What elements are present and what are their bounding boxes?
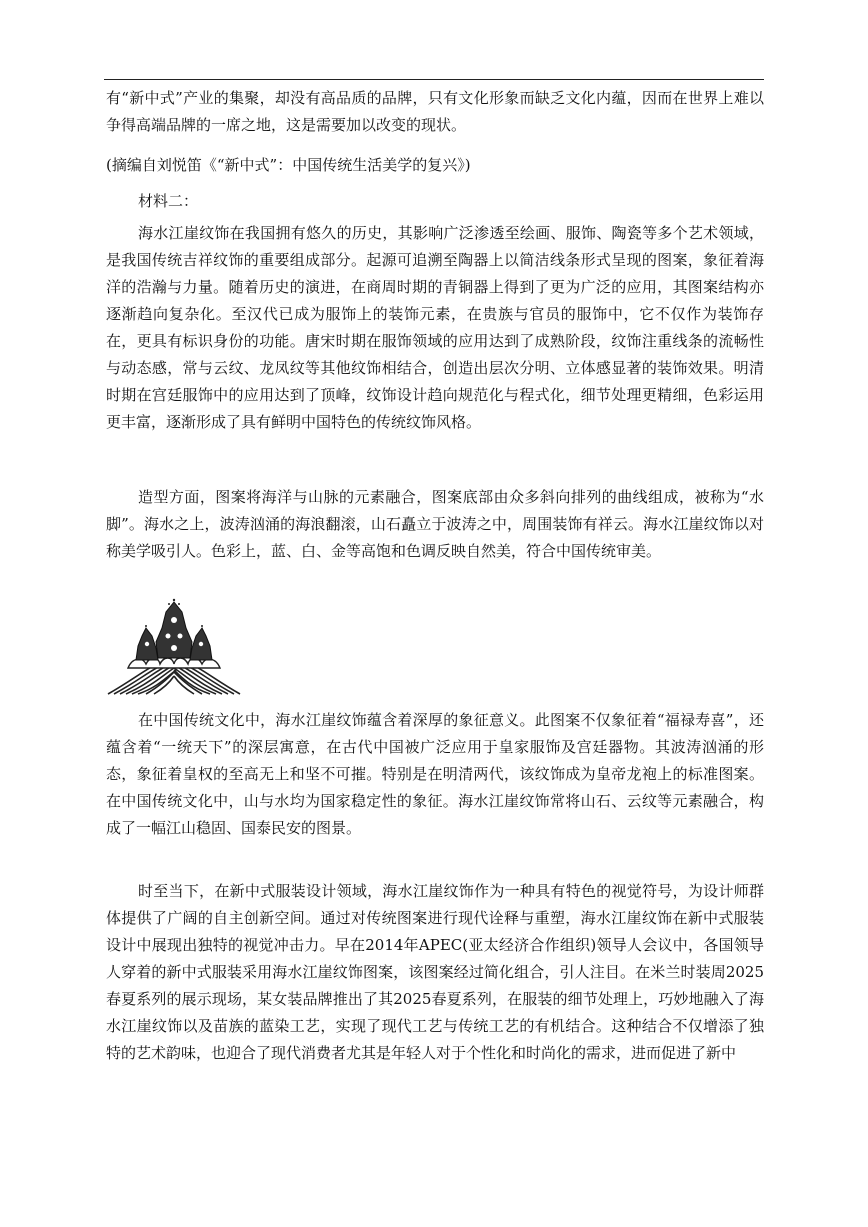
section-label: 材料二： [138,192,199,210]
paragraph-form: 造型方面，图案将海洋与山脉的元素融合，图案底部由众多斜向排列的曲线组成，被称为“水脚”。海水之上，波涛汹涌的海浪翻滚，山石矗立于波涛之中，周围装饰有祥云。海水江崖纹饰以对称美学吸引人。色彩上，蓝、白、金等高饱和色调反映自然美，符合中国传统审美。 [106,488,764,560]
paragraph-modern-design: 时至当下，在新中式服装设计领域，海水江崖纹饰作为一种具有特色的视觉符号，为设计师群体提供了广阔的自主创新空间。通过对传统图案进行现代诠释与重塑，海水江崖纹饰在新中式服装设计中展现出独特的视觉冲击力。早在2014年APEC(亚太经济合作组织)领导人会议中，各国领导人穿着的新中式服装采用海水江崖纹饰图案，该图案经过简化组合，引人注目。在米兰时装周2025春夏系列的展示现场，某女装品牌推出了其2025春夏系列，在服装的细节处理上，巧妙地融入了海水江崖纹饰以及苗族的蓝染工艺，实现了现代工艺与传统工艺的有机结合。这种结合不仅增添了独特的艺术韵味，也迎合了现代消费者尤其是年轻人对于个性化和时尚化的需求，进而促进了新中 [106,882,764,1062]
paragraph-symbolism: 在中国传统文化中，海水江崖纹饰蕴含着深厚的象征意义。此图案不仅象征着“福禄寿喜”，还蕴含着“一统天下”的深层寓意，在古代中国被广泛应用于皇家服饰及宫廷器物。其波涛汹涌的形态，象征着皇权的至高无上和坚不可摧。特别是在明清两代，该纹饰成为皇帝龙袍上的标准图案。在中国传统文化中，山与水均为国家稳定性的象征。海水江崖纹饰常将山石、云纹等元素融合，构成了一幅江山稳固、国泰民安的图景。 [106,711,764,837]
paragraph-history: 海水江崖纹饰在我国拥有悠久的历史，其影响广泛渗透至绘画、服饰、陶瓷等多个艺术领域，是我国传统吉祥纹饰的重要组成部分。起源可追溯至陶器上以简洁线条形式呈现的图案，象征着海洋的浩瀚与力量。随着历史的演进，在商周时期的青铜器上得到了更为广泛的应用，其图案结构亦逐渐趋向复杂化。至汉代已成为服饰上的装饰元素，在贵族与官员的服饰中，它不仅作为装饰存在，更具有标识身份的功能。唐宋时期在服饰领域的应用达到了成熟阶段，纹饰注重线条的流畅性与动态感，常与云纹、龙凤纹等其他纹饰相结合，创造出层次分明、立体感显著的装饰效果。明清时期在宫廷服饰中的应用达到了顶峰，纹饰设计趋向规范化与程式化，细节处理更精细，色彩运用更丰富，逐渐形成了具有鲜明中国特色的传统纹饰风格。 [106,224,764,431]
continued-paragraph: 有“新中式”产业的集聚，却没有高品质的品牌，只有文化形象而缺乏文化内蕴，因而在世界上难以争得高端品牌的一席之地，这是需要加以改变的现状。 [106,89,764,134]
haishui-jiangya-pattern-icon [106,598,242,696]
header-divider [104,79,764,80]
citation: (摘编自刘悦笛《“新中式”：中国传统生活美学的复兴》) [106,156,471,174]
